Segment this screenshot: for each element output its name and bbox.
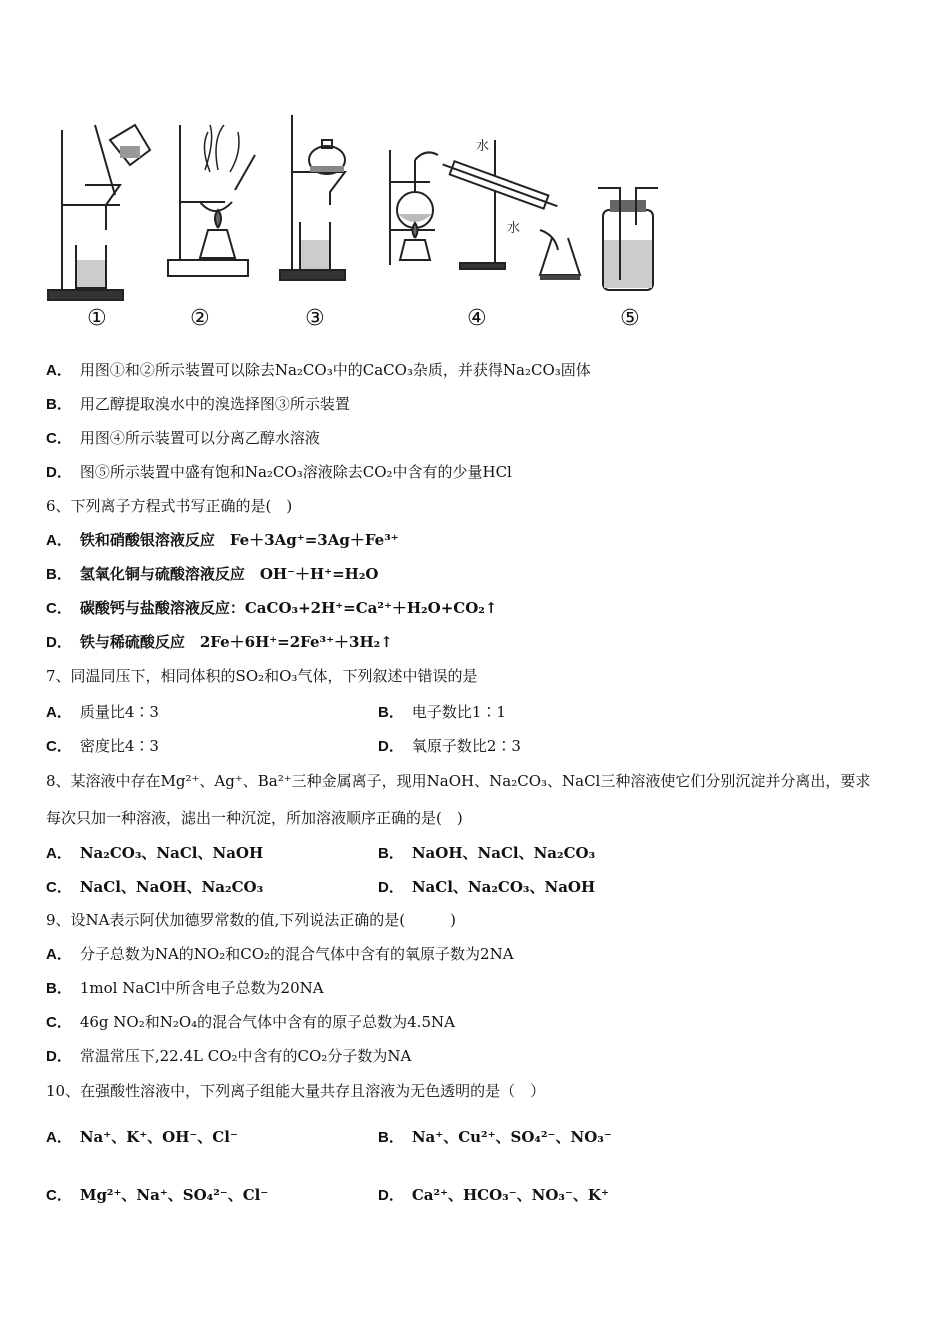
apparatus-1-filtration — [48, 125, 150, 300]
apparatus-3-separatory-funnel — [280, 115, 345, 280]
caption-4: ④ — [467, 306, 487, 331]
caption-1: ① — [87, 306, 107, 331]
q8-stem-line1: 8、某溶液中存在Mg²⁺、Ag⁺、Ba²⁺三种金属离子，现用NaOH、Na₂CO₃、NaCl三种溶液使它们分别沉淀并分离出，要求 — [46, 772, 871, 790]
apparatus-4-distillation — [390, 140, 580, 280]
q7-stem: 7、同温同压下，相同体积的SO₂和O₃气体，下列叙述中错误的是 — [46, 667, 478, 685]
caption-3: ③ — [305, 306, 325, 331]
caption-5: ⑤ — [620, 306, 640, 331]
q8-option-d: D． NaCl、Na₂CO₃、NaOH — [378, 878, 596, 896]
q7-option-a: A． 质量比4∶3 — [46, 703, 159, 721]
caption-2: ② — [190, 306, 210, 331]
q5-option-b: B． 用乙醇提取溴水中的溴选择图③所示装置 — [46, 395, 350, 413]
q7-option-c: C． 密度比4∶3 — [46, 737, 159, 755]
q9-option-b: B． 1mol NaCl中所含电子总数为20NA — [46, 979, 324, 997]
q10-option-b: B． Na⁺、Cu²⁺、SO₄²⁻、NO₃⁻ — [378, 1128, 612, 1146]
water-label-top: 水 — [476, 139, 490, 154]
q8-stem-line2: 每次只加一种溶液，滤出一种沉淀，所加溶液顺序正确的是( ) — [46, 809, 463, 827]
water-label-bottom: 水 — [507, 221, 521, 236]
q5-option-c: C． 用图④所示装置可以分离乙醇水溶液 — [46, 429, 320, 447]
q6-option-d: D． 铁与稀硫酸反应 2Fe＋6H⁺=2Fe³⁺＋3H₂↑ — [46, 633, 393, 651]
q7-option-b: B． 电子数比1∶1 — [378, 703, 506, 721]
q10-option-a: A． Na⁺、K⁺、OH⁻、Cl⁻ — [46, 1128, 238, 1146]
q6-option-a: A． 铁和硝酸银溶液反应 Fe＋3Ag⁺=3Ag＋Fe³⁺ — [46, 531, 399, 549]
q6-option-b: B． 氢氧化铜与硫酸溶液反应 OH⁻＋H⁺=H₂O — [46, 565, 379, 583]
q5-option-a: A． 用图①和②所示装置可以除去Na₂CO₃中的CaCO₃杂质，并获得Na₂CO₃固体 — [46, 361, 591, 379]
apparatus-drawing — [40, 110, 680, 335]
q9-stem: 9、设NA表示阿伏加德罗常数的值,下列说法正确的是( ) — [46, 911, 456, 929]
q8-option-c: C． NaCl、NaOH、Na₂CO₃ — [46, 878, 264, 896]
apparatus-2-evaporation — [168, 125, 255, 276]
q6-stem: 6、下列离子方程式书写正确的是( ) — [46, 497, 293, 515]
q10-stem: 10、在强酸性溶液中，下列离子组能大量共存且溶液为无色透明的是（ ） — [46, 1082, 546, 1100]
q10-option-c: C． Mg²⁺、Na⁺、SO₄²⁻、Cl⁻ — [46, 1186, 269, 1204]
apparatus-figure — [40, 110, 680, 335]
q10-option-d: D． Ca²⁺、HCO₃⁻、NO₃⁻、K⁺ — [378, 1186, 609, 1204]
apparatus-5-gas-washing-bottle — [598, 188, 658, 290]
q7-option-d: D． 氧原子数比2∶3 — [378, 737, 521, 755]
q6-option-c: C． 碳酸钙与盐酸溶液反应：CaCO₃+2H⁺=Ca²⁺＋H₂O+CO₂↑ — [46, 599, 498, 617]
q5-option-d: D． 图⑤所示装置中盛有饱和Na₂CO₃溶液除去CO₂中含有的少量HCl — [46, 463, 512, 481]
q9-option-a: A． 分子总数为NA的NO₂和CO₂的混合气体中含有的氧原子数为2NA — [46, 945, 514, 963]
q9-option-d: D． 常温常压下,22.4L CO₂中含有的CO₂分子数为NA — [46, 1047, 412, 1065]
q9-option-c: C． 46g NO₂和N₂O₄的混合气体中含有的原子总数为4.5NA — [46, 1013, 455, 1031]
q8-option-a: A． Na₂CO₃、NaCl、NaOH — [46, 844, 264, 862]
q8-option-b: B． NaOH、NaCl、Na₂CO₃ — [378, 844, 596, 862]
